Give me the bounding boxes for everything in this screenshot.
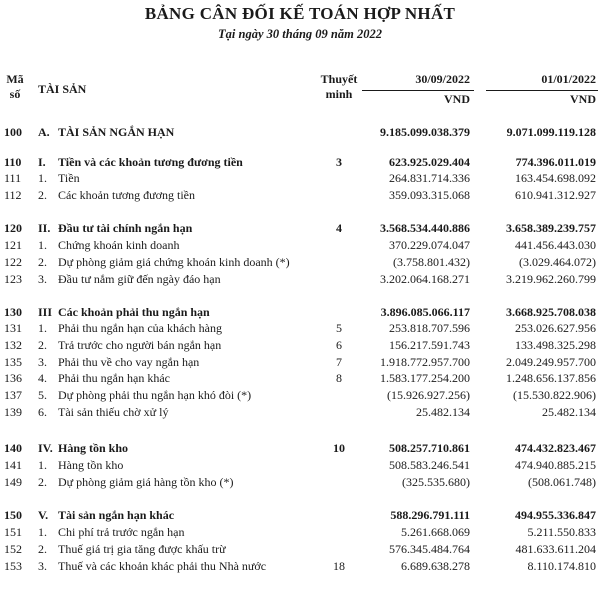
table-row xyxy=(0,237,600,253)
col2-rule xyxy=(486,90,598,91)
row-code: 123 xyxy=(4,272,22,286)
row-index: 2. xyxy=(38,475,47,489)
row-code: 121 xyxy=(4,238,22,252)
table-row xyxy=(0,320,600,336)
row-code: 100 xyxy=(4,125,22,139)
row-index: 6. xyxy=(38,405,47,419)
row-index: 2. xyxy=(38,188,47,202)
row-value-current: 1.918.772.957.700 xyxy=(380,355,470,369)
row-value-prior: 481.633.611.204 xyxy=(515,542,596,556)
row-value-current: 623.925.029.404 xyxy=(389,155,470,169)
col2-currency: VND xyxy=(570,92,596,106)
row-index: 3. xyxy=(38,559,47,573)
row-label: Tài sản ngắn hạn khác xyxy=(58,508,175,522)
row-index: 2. xyxy=(38,338,47,352)
row-index: 3. xyxy=(38,272,47,286)
code-header-line2: số xyxy=(9,87,21,101)
table-row xyxy=(0,354,600,370)
row-code: 112 xyxy=(4,188,22,202)
row-value-prior: 253.026.627.956 xyxy=(515,321,596,335)
row-index: 3. xyxy=(38,355,47,369)
row-value-current: 370.229.074.047 xyxy=(389,238,470,252)
table-row xyxy=(0,524,600,540)
row-code: 110 xyxy=(4,155,22,169)
row-value-current: 25.482.134 xyxy=(416,405,470,419)
row-index: 5. xyxy=(38,388,47,402)
section-row xyxy=(0,220,600,236)
row-value-current: 1.583.177.254.200 xyxy=(380,371,470,385)
code-header xyxy=(2,72,28,102)
row-code: 132 xyxy=(4,338,22,352)
row-label: Đầu tư nắm giữ đến ngày đáo hạn xyxy=(58,272,221,286)
note-header-line2: minh xyxy=(325,87,353,101)
row-code: 122 xyxy=(4,255,22,269)
col1-currency: VND xyxy=(444,92,470,106)
row-code: 140 xyxy=(4,441,22,455)
row-label: Hàng tồn kho xyxy=(58,458,124,472)
row-label: Thuế và các khoản khác phải thu Nhà nước xyxy=(58,559,267,573)
table-row xyxy=(0,558,600,574)
row-label: Dự phòng giảm giá hàng tồn kho (*) xyxy=(58,475,234,489)
assets-header: TÀI SẢN xyxy=(38,82,87,96)
row-code: 130 xyxy=(4,305,22,319)
report-date: Tại ngày 30 tháng 09 năm 2022 xyxy=(218,27,382,41)
row-value-prior: 9.071.099.119.128 xyxy=(506,125,596,139)
row-note: 5 xyxy=(336,321,342,335)
row-note: 10 xyxy=(333,441,345,455)
row-label: Phải thu ngắn hạn khác xyxy=(58,371,170,385)
table-row xyxy=(0,387,600,403)
row-value-prior: 3.219.962.260.799 xyxy=(506,272,596,286)
row-note: 4 xyxy=(336,221,342,235)
row-index: II. xyxy=(38,221,51,235)
row-label: Dự phòng giảm giá chứng khoán kinh doanh (*) xyxy=(58,255,290,269)
row-code: 111 xyxy=(4,171,22,185)
row-index: IV. xyxy=(38,441,53,455)
table-row xyxy=(0,404,600,420)
row-code: 136 xyxy=(4,371,22,385)
row-label: Các khoản tương đương tiền xyxy=(58,188,196,202)
table-row xyxy=(0,457,600,473)
col2-header xyxy=(476,72,596,87)
row-value-prior: 163.454.698.092 xyxy=(515,171,596,185)
row-code: 153 xyxy=(4,559,22,573)
row-index: 4. xyxy=(38,371,47,385)
row-value-current: 588.296.791.111 xyxy=(390,508,470,522)
code-header-line1: Mã xyxy=(6,72,24,86)
col1-header xyxy=(320,72,470,87)
table-row xyxy=(0,187,600,203)
row-value-prior: 2.049.249.957.700 xyxy=(506,355,596,369)
row-value-current: 3.896.085.066.117 xyxy=(380,305,470,319)
table-row xyxy=(0,541,600,557)
row-code: 135 xyxy=(4,355,22,369)
row-index: 1. xyxy=(38,458,47,472)
row-label: Tiền và các khoản tương đương tiền xyxy=(58,155,243,169)
row-note: 7 xyxy=(336,355,342,369)
row-label: Hàng tồn kho xyxy=(58,441,129,455)
table-row xyxy=(0,474,600,490)
row-value-current: 6.689.638.278 xyxy=(401,559,470,573)
col1-date: 30/09/2022 xyxy=(415,72,470,86)
truncated-next-row xyxy=(0,592,600,600)
table-row xyxy=(0,370,600,386)
row-value-prior: 3.658.389.239.757 xyxy=(506,221,596,235)
row-value-prior: 3.668.925.708.038 xyxy=(506,305,596,319)
row-value-prior: 494.955.336.847 xyxy=(515,508,596,522)
row-value-prior: 610.941.312.927 xyxy=(515,188,596,202)
row-value-current: (325.535.680) xyxy=(402,475,470,489)
table-row xyxy=(0,254,600,270)
row-label: Trả trước cho người bán ngắn hạn xyxy=(58,338,222,352)
row-label: Các khoản phải thu ngắn hạn xyxy=(58,305,210,319)
table-row xyxy=(0,170,600,186)
row-value-prior: 474.940.885.215 xyxy=(515,458,596,472)
row-label: Chứng khoán kinh doanh xyxy=(58,238,180,252)
row-index: 2. xyxy=(38,542,47,556)
row-index: 2. xyxy=(38,255,47,269)
report-title: BẢNG CÂN ĐỐI KẾ TOÁN HỢP NHẤT xyxy=(144,4,456,23)
row-code: 131 xyxy=(4,321,22,335)
row-value-prior: (15.530.822.906) xyxy=(513,388,596,402)
row-value-prior: 133.498.325.298 xyxy=(515,338,596,352)
row-value-prior: 25.482.134 xyxy=(542,405,596,419)
row-index: I. xyxy=(38,155,46,169)
row-value-current: (15.926.927.256) xyxy=(387,388,470,402)
row-label: Chi phí trả trước ngắn hạn xyxy=(58,525,185,539)
row-code: 137 xyxy=(4,388,22,402)
row-code: 150 xyxy=(4,508,22,522)
row-label: Thuế giá trị gia tăng được khấu trừ xyxy=(58,542,226,556)
row-code: 139 xyxy=(4,405,22,419)
section-row xyxy=(0,507,600,523)
row-code: 141 xyxy=(4,458,22,472)
table-row xyxy=(0,271,600,287)
row-code: 152 xyxy=(4,542,22,556)
row-value-current: 9.185.099.038.379 xyxy=(380,125,470,139)
col1-rule xyxy=(362,90,474,91)
row-value-current: 253.818.707.596 xyxy=(389,321,470,335)
col2-date: 01/01/2022 xyxy=(541,72,596,86)
row-label: Dự phòng phải thu ngắn hạn khó đòi (*) xyxy=(58,388,252,402)
row-value-prior: 474.432.823.467 xyxy=(515,441,596,455)
row-label: TÀI SẢN NGẮN HẠN xyxy=(58,125,175,139)
row-index: III xyxy=(38,305,53,319)
row-value-current: 508.257.710.861 xyxy=(389,441,470,455)
row-value-current: (3.758.801.432) xyxy=(393,255,470,269)
row-index: 1. xyxy=(38,525,47,539)
row-index: V. xyxy=(38,508,49,522)
row-value-current: 359.093.315.068 xyxy=(389,188,470,202)
row-note: 8 xyxy=(336,371,342,385)
row-value-prior: 774.396.011.019 xyxy=(515,155,596,169)
row-value-current: 3.202.064.168.271 xyxy=(380,272,470,286)
row-value-current: 264.831.714.336 xyxy=(389,171,470,185)
row-code: 120 xyxy=(4,221,22,235)
row-label: Phải thu ngắn hạn của khách hàng xyxy=(58,321,222,335)
row-value-prior: 441.456.443.030 xyxy=(515,238,596,252)
row-value-current: 156.217.591.743 xyxy=(389,338,470,352)
row-value-current: 3.568.534.440.886 xyxy=(380,221,470,235)
row-index: 1. xyxy=(38,171,47,185)
row-value-prior: 1.248.656.137.856 xyxy=(506,371,596,385)
section-row xyxy=(0,154,600,170)
row-value-prior: 8.110.174.810 xyxy=(527,559,596,573)
row-note: 6 xyxy=(336,338,342,352)
row-label: Phải thu về cho vay ngắn hạn xyxy=(58,355,200,369)
note-header-line1: Thuyết xyxy=(320,72,358,86)
row-value-prior: 5.211.550.833 xyxy=(527,525,596,539)
row-index: 1. xyxy=(38,321,47,335)
section-row xyxy=(0,440,600,456)
row-value-prior: (3.029.464.072) xyxy=(519,255,596,269)
row-value-prior: (508.061.748) xyxy=(528,475,596,489)
row-value-current: 5.261.668.069 xyxy=(401,525,470,539)
table-row xyxy=(0,337,600,353)
row-value-current: 508.583.246.541 xyxy=(389,458,470,472)
row-label: Tài sản thiếu chờ xử lý xyxy=(58,405,169,419)
row-note: 18 xyxy=(333,559,345,573)
row-index: A. xyxy=(38,125,50,139)
row-index: 1. xyxy=(38,238,47,252)
row-code: 151 xyxy=(4,525,22,539)
section-row xyxy=(0,304,600,320)
row-label: Tiền xyxy=(58,171,80,185)
section-row xyxy=(0,124,600,140)
row-value-current: 576.345.484.764 xyxy=(389,542,470,556)
row-code: 149 xyxy=(4,475,22,489)
row-note: 3 xyxy=(336,155,342,169)
row-label: Đầu tư tài chính ngắn hạn xyxy=(58,221,193,235)
